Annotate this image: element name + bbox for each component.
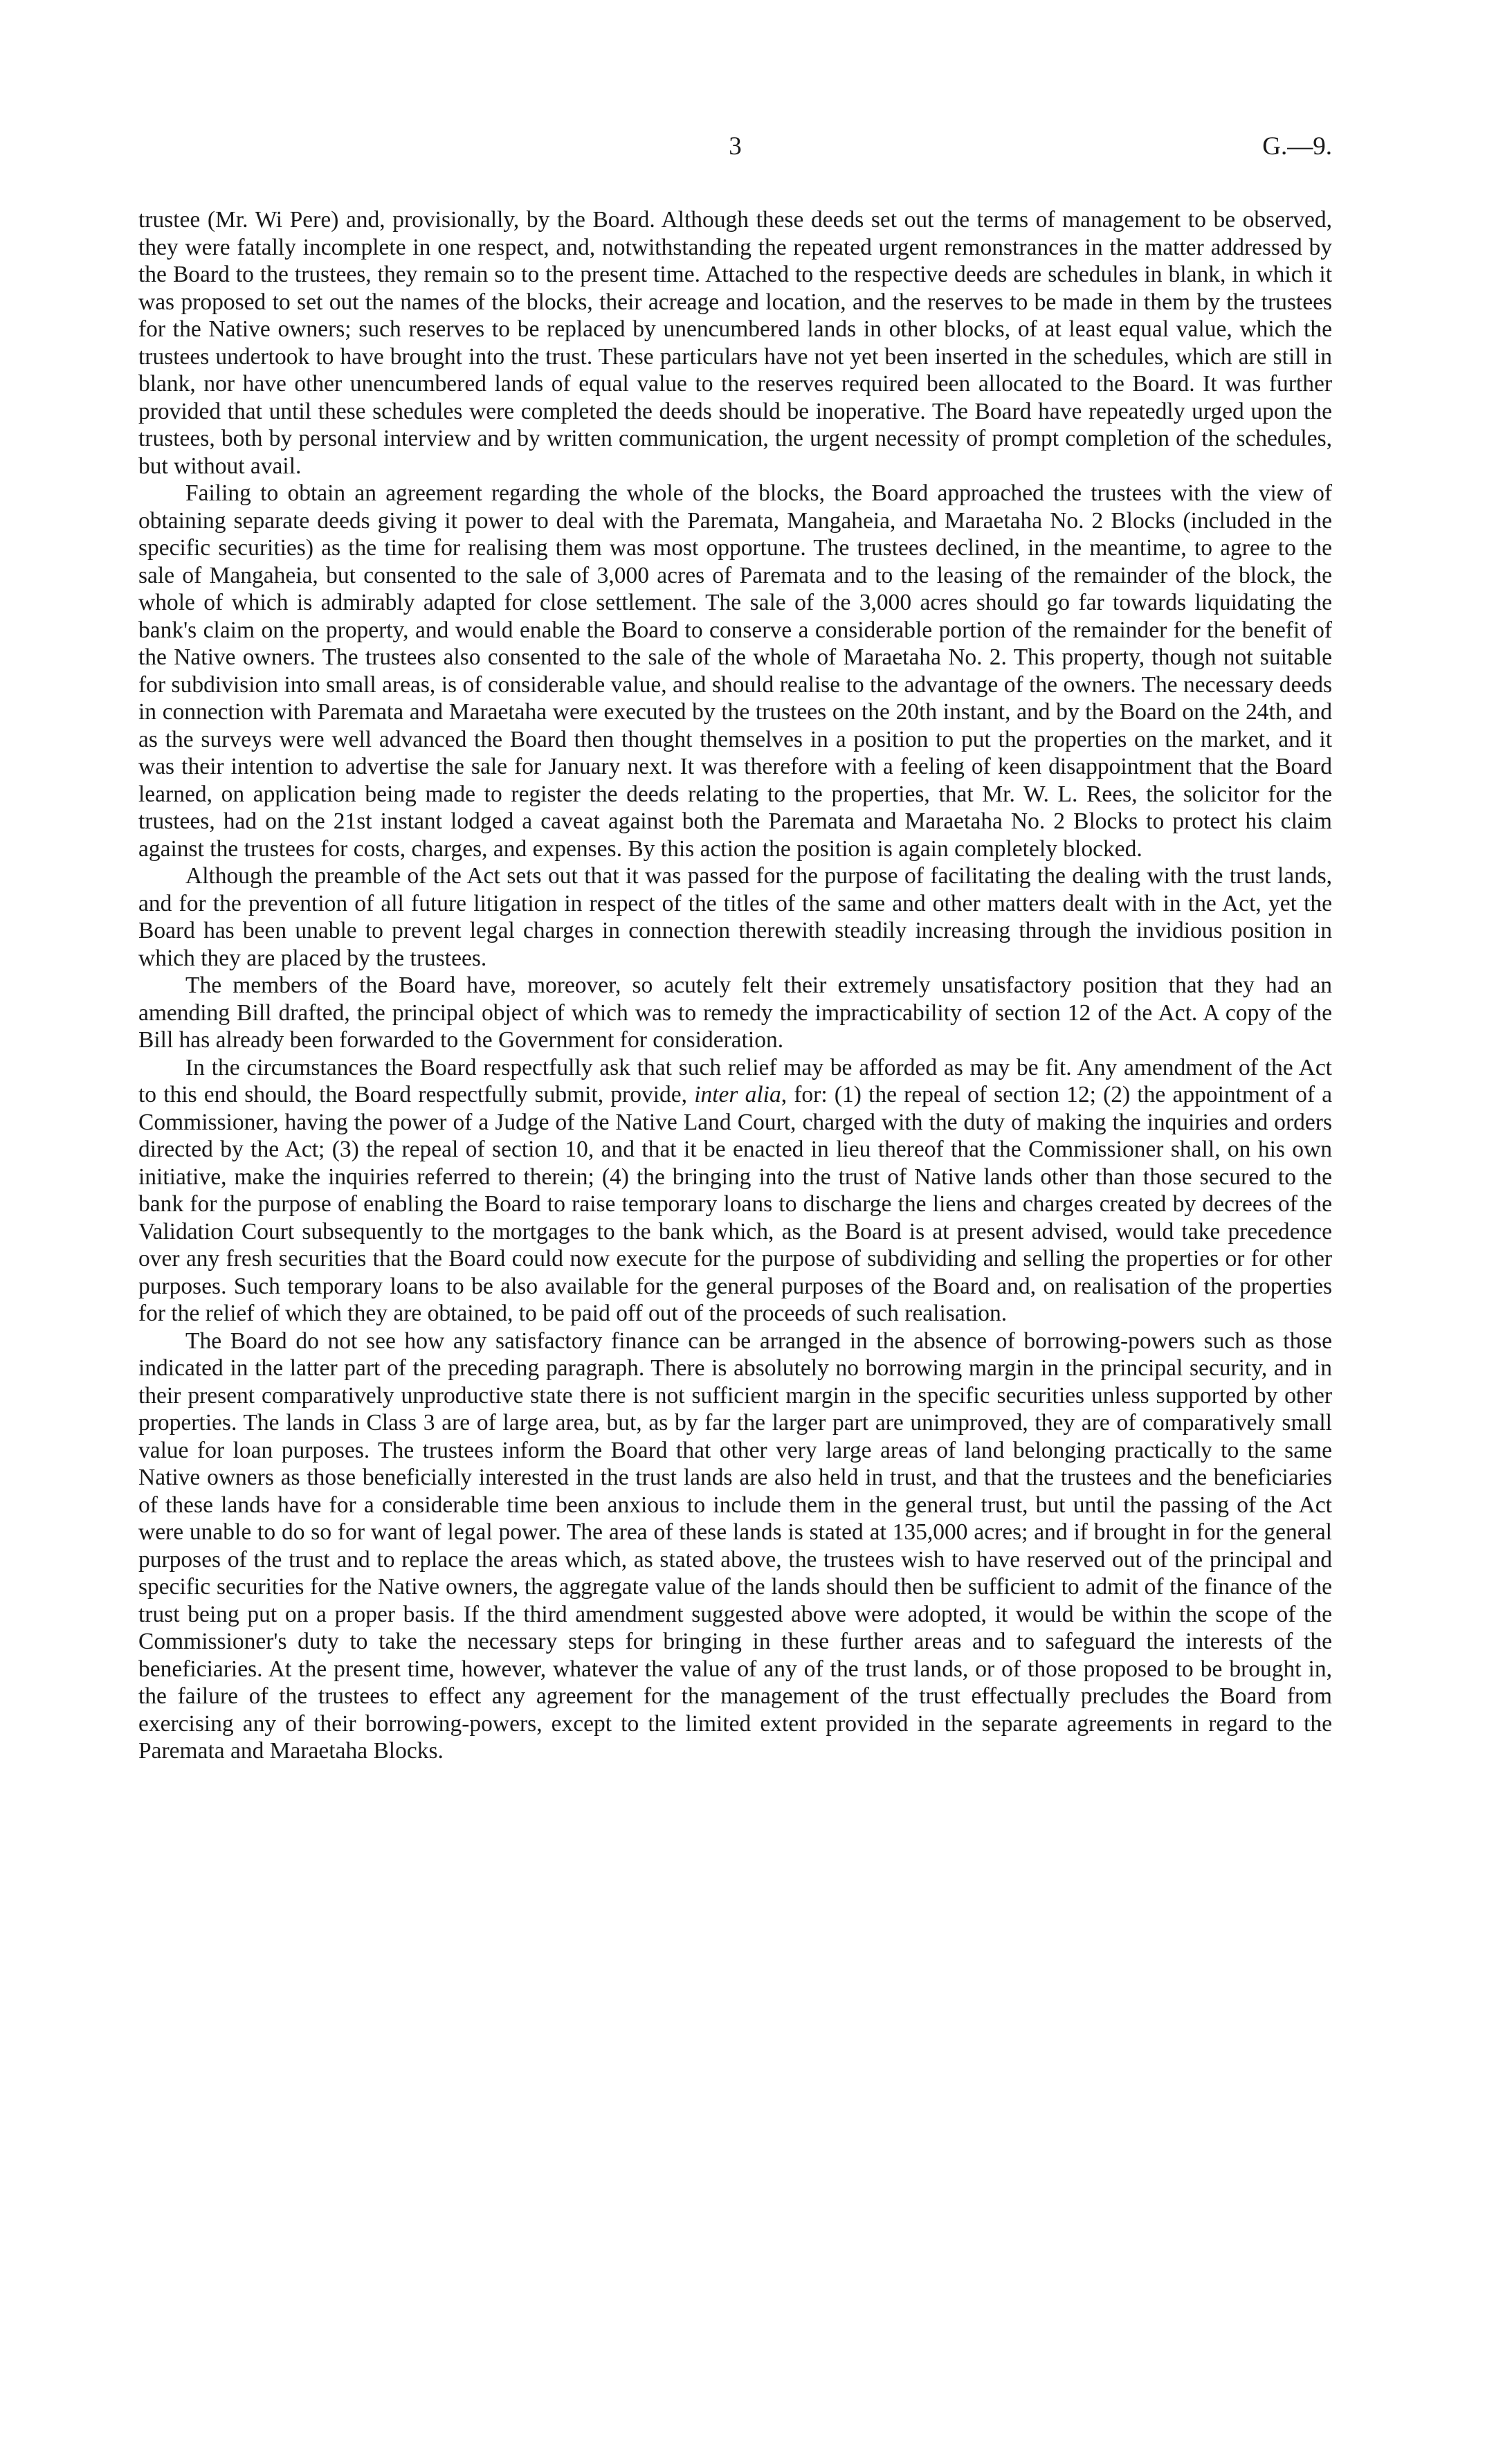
paragraph-text: , for: (1) the repeal of section 12; (2) the appointment of a Commissioner, having the power of a Judge of the Native Land Court, charged with the duty of making the inquiries and orders directed by the Act; (3) the repeal of section 10, and that it be enacted in lieu thereof that the Commissioner shall, on his own initiative, make the inquiries referred to therein; (4) the bringing into the trust of Native lands other than those secured to the bank for the purpose of enabling the Board to raise temporary loans to discharge the liens and charges created by decrees of the Validation Court subsequently to the mortgages to the bank which, as the Board is at present advised, would take precedence over any fresh securities that the Board could now execute for the purpose of subdividing and selling the properties or for other purposes. Such temporary loans to be also available for the general purposes of the Board and, on realisation of the properties for the relief of which they are obtained, to be paid off out of the proceeds of such realisation.: [138, 1082, 1333, 1326]
page-header: [138, 132, 1332, 173]
paragraph: The Board do not see how any satisfactory finance can be arranged in the absence of borrowing-powers such as those indicated in the latter part of the preceding paragraph. There is absolutely no borrowing margin in the principal security, and in their present comparatively unproductive state there is not sufficient margin in the specific securities unless supported by other properties. The lands in Class 3 are of large area, but, as by far the larger part are unimproved, they are of comparatively small value for loan purposes. The trustees inform the Board that other very large areas of land belonging practically to the same Native owners as those beneficially interested in the trust lands are also held in trust, and that the trustees and the beneficiaries of these lands have for a considerable time been anxious to include them in the general trust, but until the passing of the Act were unable to do so for want of legal power. The area of these lands is stated at 135,000 acres; and if brought in for the general purposes of the trust and to replace the areas which, as stated above, the trustees wish to have reserved out of the principal and specific securities for the Native owners, the aggregate value of the lands should then be sufficient to admit of the finance of the trust being put on a proper basis. If the third amendment suggested above were adopted, it would be within the scope of the Commissioner's duty to take the necessary steps for bringing in these further areas and to safeguard the interests of the beneficiaries. At the present time, however, whatever the value of any of the trust lands, or of those proposed to be brought in, the failure of the trustees to effect any agreement for the management of the trust effectually precludes the Board from exercising any of their borrowing-powers, except to the limited extent provided in the separate agreements in regard to the Paremata and Maraetaha Blocks.: [138, 1328, 1332, 1764]
paragraph: Although the preamble of the Act sets out that it was passed for the purpose of facilitating the dealing with the trust lands, and for the prevention of all future litigation in respect of the titles of the same and other matters dealt with in the Act, yet the Board has been unable to prevent legal charges in connection therewith steadily increasing through the invidious position in which they are placed by the trustees.: [138, 863, 1332, 971]
italic-phrase: inter alia: [694, 1082, 781, 1107]
paragraph-continuation: trustee (Mr. Wi Pere) and, provisionally, by the Board. Although these deeds set out the terms of management to be observed, they were fatally incomplete in one respect, and, notwithstanding the repeated urgent remonstrances in the matter addressed by the Board to the trustees, they remain so to the present time. Attached to the respective deeds are schedules in blank, in which it was proposed to set out the names of the blocks, their acreage and location, and the reserves to be made in them by the trustees for the Native owners; such reserves to be replaced by unencumbered lands in other blocks, of at least equal value, which the trustees undertook to have brought into the trust. These particulars have not yet been inserted in the schedules, which are still in blank, nor have other unencumbered lands of equal value to the reserves required been allocated to the Board. It was further provided that until these schedules were completed the deeds should be inoperative. The Board have repeatedly urged upon the trustees, both by personal interview and by written communication, the urgent necessity of prompt completion of the schedules, but without avail.: [138, 207, 1332, 479]
paragraph-text: In the circumstances the Board respectfully ask that such relief may be afforded as may be fit. Any amendment of the Act to this end should, the Board respectfully submit, provide,: [138, 1054, 1332, 1107]
page-number: 3: [729, 132, 742, 161]
paragraph: [138, 1054, 1332, 1328]
paragraph: The members of the Board have, moreover, so acutely felt their extremely unsatisfactory position that they had an amending Bill drafted, the principal object of which was to remedy the impracticability of section 12 of the Act. A copy of the Bill has already been forwarded to the Government for consideration.: [138, 972, 1332, 1053]
document-reference: G.—9.: [1262, 132, 1332, 161]
body-text: [138, 206, 1332, 1765]
paragraph: Failing to obtain an agreement regarding the whole of the blocks, the Board approached the trustees with the view of obtaining separate deeds giving it power to deal with the Paremata, Mangaheia, and Maraetaha No. 2 Blocks (included in the specific securities) as the time for realising them was most opportune. The trustees declined, in the meantime, to agree to the sale of Mangaheia, but consented to the sale of 3,000 acres of Paremata and to the leasing of the remainder of the block, the whole of which is admirably adapted for close settlement. The sale of the 3,000 acres should go far towards liquidating the bank's claim on the property, and would enable the Board to conserve a considerable portion of the remainder for the benefit of the Native owners. The trustees also consented to the sale of the whole of Maraetaha No. 2. This property, though not suitable for subdivision into small areas, is of considerable value, and should realise to the advantage of the owners. The necessary deeds in connection with Paremata and Maraetaha were executed by the trustees on the 20th instant, and by the Board on the 24th, and as the surveys were well advanced the Board then thought themselves in a position to put the properties on the market, and it was their intention to advertise the sale for January next. It was therefore with a feeling of keen disappointment that the Board learned, on application being made to register the deeds relating to the properties, that Mr. W. L. Rees, the solicitor for the trustees, had on the 21st instant lodged a caveat against both the Paremata and Maraetaha No. 2 Blocks to protect his claim against the trustees for costs, charges, and expenses. By this action the position is again completely blocked.: [138, 480, 1332, 862]
